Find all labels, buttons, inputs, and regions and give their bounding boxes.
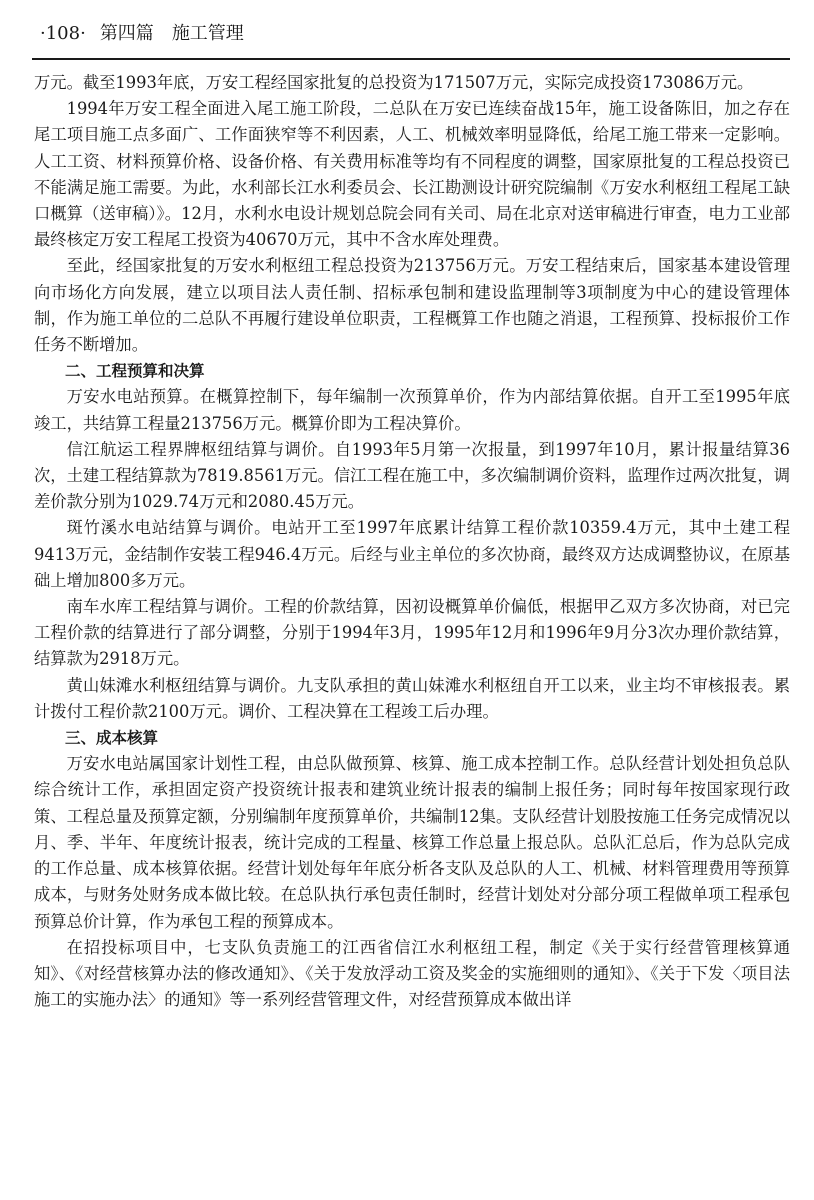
part-label: 第四篇 — [99, 23, 154, 44]
body-text — [22, 70, 790, 1013]
paragraph: 黄山妹滩水利枢纽结算与调价。九支队承担的黄山妹滩水利枢纽自开工以来，业主均不审核报表。累计拨付工程价款2100万元。调价、工程决算在工程竣工后办理。 — [34, 675, 790, 721]
paragraph: 信江航运工程界牌枢纽结算与调价。自1993年5月第一次报量，到1997年10月，累计报量结算36次，土建工程结算款为7819.8561万元。信江工程在施工中，多次编制调价资料，监理作过两次批复，调差价款分别为1029.74万元和2080.45万元。 — [34, 439, 790, 512]
paragraph: 斑竹溪水电站结算与调价。电站开工至1997年底累计结算工程价款10359.4万元，其中土建工程9413万元，金结制作安装工程946.4万元。后经与业主单位的多次协商，最终双方达成调整协议，在原基础上增加800多万元。 — [34, 518, 790, 590]
page-number: ·108· — [40, 23, 86, 44]
paragraph: 万安水电站预算。在概算控制下，每年编制一次预算单价，作为内部结算依据。自开工至1995年底竣工，共结算工程量213756万元。概算价即为工程决算价。 — [34, 387, 790, 433]
section-heading: 三、成本核算 — [65, 729, 159, 748]
paragraph: 在招投标项目中，七支队负责施工的江西省信江水利枢纽工程，制定《关于实行经营管理核算通知》、《对经营核算办法的修改通知》、《关于发放浮动工资及奖金的实施细则的通知》、《关于下发〈项目法施工的实施办法〉的通知》等一系列经营管理文件，对经营预算成本做出详 — [34, 937, 790, 1010]
section-heading: 二、工程预算和决算 — [65, 362, 205, 381]
paragraph: 至此，经国家批复的万安水利枢纽工程总投资为213756万元。万安工程结束后，国家基本建设管理向市场化方向发展，建立以项目法人责任制、招标承包制和建设监理制等3项制度为中心的建设管理体制，作为施工单位的二总队不再履行建设单位职责，工程概算工作也随之消退，工程预算、投标报价工作任务不断增加。 — [34, 256, 790, 355]
paragraph: 南车水库工程结算与调价。工程的价款结算，因初设概算单价偏低，根据甲乙双方多次协商，对已完工程价款的结算进行了部分调整，分别于1994年3月，1995年12月和1996年9月分3次办理价款结算，结算款为2918万元。 — [34, 597, 790, 669]
page-header — [22, 22, 790, 58]
paragraph: 万元。截至1993年底，万安工程经国家批复的总投资为171507万元，实际完成投资173086万元。 — [34, 73, 754, 92]
header-rule — [32, 58, 790, 60]
paragraph: 万安水电站属国家计划性工程，由总队做预算、核算、施工成本控制工作。总队经营计划处担负总队综合统计工作，承担固定资产投资统计报表和建筑业统计报表的编制上报任务；同时每年按国家现行政策、工程总量及预算定额，分别编制年度预算单价，共编制12集。支队经营计划股按施工任务完成情况以月、季、半年、年度统计报表，统计完成的工程量、核算工作总量上报总队。总队汇总后，作为总队完成的工作总量、成本核算依据。经营计划处每年年底分析各支队及总队的人工、机械、材料管理费用等预算成本，与财务处财务成本做比较。在总队执行承包责任制时，经营计划处对分部分项工程做单项工程承包预算总价计算，作为承包工程的预算成本。 — [34, 754, 790, 931]
section-title: 施工管理 — [171, 23, 244, 44]
paragraph: 1994年万安工程全面进入尾工施工阶段，二总队在万安已连续奋战15年，施工设备陈旧，加之存在尾工项目施工点多面广、工作面狭窄等不利因素，人工、机械效率明显降低，给尾工施工带来一定影响。人工工资、材料预算价格、设备价格、有关费用标准等均有不同程度的调整，国家原批复的工程总投资已不能满足施工需要。为此，水利部长江水利委员会、长江勘测设计研究院编制《万安水利枢纽工程尾工缺口概算（送审稿）》。12月，水利水电设计规划总院会同有关司、局在北京对送审稿进行审查，电力工业部最终核定万安工程尾工投资为40670万元，其中不含水库处理费。 — [34, 99, 790, 250]
